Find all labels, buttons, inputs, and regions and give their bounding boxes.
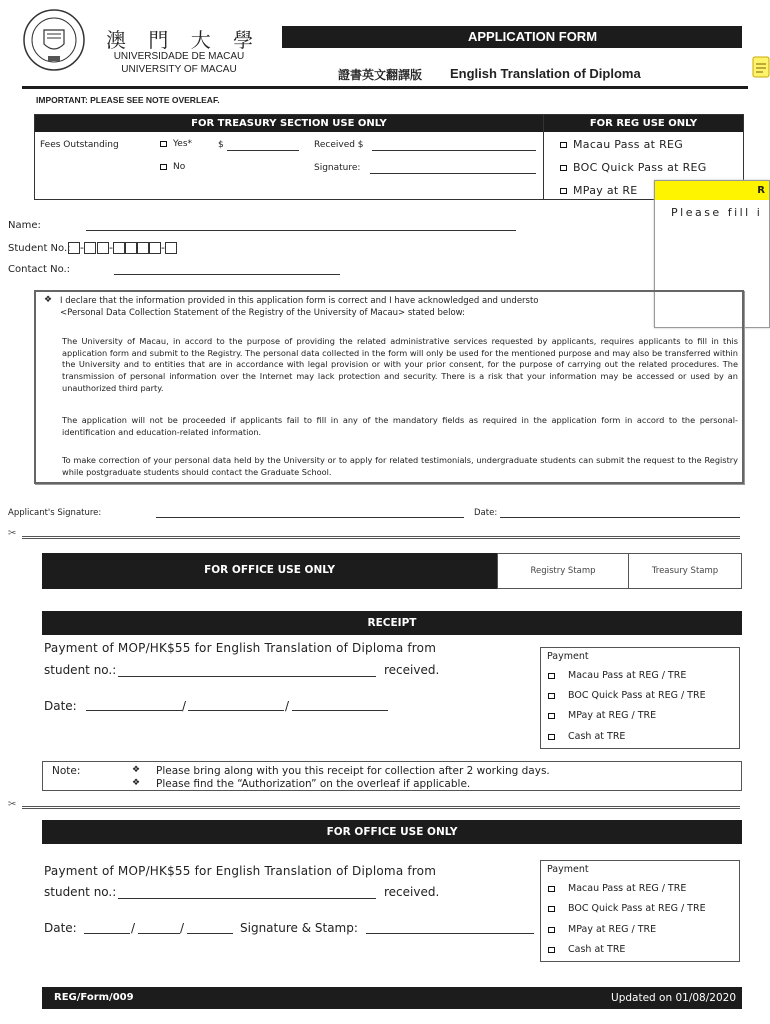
payment-option-label: MPay at REG / TRE <box>568 924 657 935</box>
no-label: No <box>173 162 186 172</box>
treasury-stamp-cell <box>629 553 741 589</box>
treasury-stamp-label: Treasury Stamp <box>651 566 719 576</box>
yes-label: Yes* <box>173 139 193 149</box>
reg-option-label: Macau Pass at REG <box>573 138 684 151</box>
office-date-field-month[interactable] <box>138 933 180 934</box>
scissors-icon: ✂ <box>8 528 17 539</box>
note-bullet-2: ❖ <box>132 778 141 788</box>
receipt-received-label: received. <box>384 663 440 677</box>
signature-date-label: Date: <box>474 508 498 518</box>
sticky-note-icon[interactable] <box>752 56 770 78</box>
declaration-para3: The application will not be proceeded if applicants fail to fill in any of the mandatory fields as required in the application form in accord to the personal-identification and education-related information. <box>62 415 738 437</box>
receipt-date-label: Date: <box>44 699 77 713</box>
receipt-student-no-field[interactable] <box>118 676 376 677</box>
registry-stamp-cell <box>497 553 629 589</box>
reg-option-checkbox[interactable] <box>560 188 567 194</box>
payment-option-label: MPay at REG / TRE <box>568 710 657 721</box>
receipt-payment-option[interactable] <box>548 731 625 742</box>
payment-option-label: BOC Quick Pass at REG / TRE <box>568 690 706 701</box>
reg-option-checkbox[interactable] <box>560 142 567 148</box>
payment-option-label: Macau Pass at REG / TRE <box>568 883 687 894</box>
declaration-para2: The University of Macau, in accord to the purpose of providing the related administrative services requested by applicants, requires applicants to fill in this application form and submit to the Registry. The personal data collected in the form will only be used for the mentioned purpose and may also be transferred within the University and to entities that are in accordance with legal provision or with your prior consent, for the purpose of carrying out the related procedures. The transmission of personal information over the Internet may lack protection and security. There is a risk that your information may be accessed or used by an unauthorized third party. <box>62 336 738 393</box>
declaration-bullet: ❖ <box>44 295 53 305</box>
reg-option-label: BOC Quick Pass at REG <box>573 161 707 174</box>
office-payment-option[interactable] <box>548 903 706 914</box>
comment-popup-header[interactable] <box>655 181 769 200</box>
reg-option-macau-pass[interactable] <box>560 138 683 151</box>
receipt-payment-option[interactable] <box>548 690 706 701</box>
date-separator: / <box>180 921 185 935</box>
form-title: APPLICATION FORM <box>468 29 598 44</box>
received-amount-field[interactable] <box>372 150 536 151</box>
note-line-2: Please find the “Authorization” on the overleaf if applicable. <box>156 778 471 790</box>
form-subtitle-cn: 證書英文翻譯版 <box>338 68 423 82</box>
fees-dollar-label: $ <box>218 140 224 150</box>
signature-stamp-label: Signature & Stamp: <box>240 921 358 935</box>
office-date-field-year[interactable] <box>187 933 233 934</box>
declaration-para4: To make correction of your personal data held by the University or to apply for related testimonials, undergraduate students can submit the request to the Registry while postgraduate students should contact the Graduate School. <box>62 455 738 477</box>
treasury-section-title <box>35 115 543 132</box>
receipt-date-field-month[interactable] <box>188 710 284 711</box>
cut-line <box>22 806 740 809</box>
date-separator: / <box>285 699 290 713</box>
comment-popup-text: Please fill i <box>671 206 763 219</box>
reg-option-checkbox[interactable] <box>560 165 567 171</box>
office-payment-line: Payment of MOP/HK$55 for English Translation of Diploma from <box>44 864 437 878</box>
office-use-title-1: FOR OFFICE USE ONLY <box>204 564 335 576</box>
contact-no-label: Contact No.: <box>8 264 71 275</box>
note-line-1: Please bring along with you this receipt for collection after 2 working days. <box>156 765 550 777</box>
treasury-section <box>34 114 544 200</box>
form-subtitle-en: English Translation of Diploma <box>450 66 641 81</box>
form-title-bar <box>282 26 742 48</box>
payment-checkbox[interactable] <box>548 693 555 699</box>
form-code: REG/Form/009 <box>54 992 134 1003</box>
applicant-signature-label: Applicant's Signature: <box>8 508 102 518</box>
cut-line <box>22 536 740 539</box>
payment-checkbox[interactable] <box>548 886 555 892</box>
updated-date: Updated on 01/08/2020 <box>611 992 736 1004</box>
payment-checkbox[interactable] <box>548 947 555 953</box>
note-label: Note: <box>52 765 81 777</box>
chinese-university-name: 澳 門 大 學 <box>106 28 262 52</box>
reg-use-title <box>544 115 743 132</box>
student-no-boxes[interactable]: - - - <box>68 241 177 254</box>
office-use-title-bar-1 <box>42 553 497 589</box>
office-payment-option[interactable] <box>548 883 686 894</box>
yes-checkbox[interactable] <box>160 141 167 147</box>
receipt-payment-option[interactable] <box>548 710 656 721</box>
office-payment-option[interactable] <box>548 924 656 935</box>
name-field[interactable] <box>86 230 516 231</box>
receipt-date-field-year[interactable] <box>292 710 388 711</box>
payment-option-label: Cash at TRE <box>568 731 626 742</box>
contact-no-field[interactable] <box>114 274 340 275</box>
receipt-date-field-day[interactable] <box>86 710 182 711</box>
treasury-signature-label: Signature: <box>314 163 361 173</box>
declaration-para1b: <Personal Data Collection Statement of the Registry of the University of Macau> stated below: <box>60 308 465 318</box>
signature-date-field[interactable] <box>500 517 740 518</box>
treasury-title-text: FOR TREASURY SECTION USE ONLY <box>191 118 387 129</box>
reg-use-title-text: FOR REG USE ONLY <box>589 118 698 129</box>
office-date-field-day[interactable] <box>84 933 130 934</box>
treasury-signature-field[interactable] <box>370 173 536 174</box>
payment-option-label: BOC Quick Pass at REG / TRE <box>568 903 706 914</box>
office-payment-option[interactable] <box>548 944 625 955</box>
receipt-payment-option[interactable] <box>548 670 686 681</box>
office-use-title-bar-2 <box>42 820 742 844</box>
reg-option-label: MPay at RE <box>573 184 638 197</box>
office-student-no-label: student no.: <box>44 885 117 899</box>
no-checkbox[interactable] <box>160 164 167 170</box>
english-university-name: UNIVERSITY OF MACAU <box>121 64 237 75</box>
received-label: Received $ <box>314 140 364 150</box>
scissors-icon: ✂ <box>8 799 17 810</box>
applicant-signature-field[interactable] <box>156 517 464 518</box>
office-date-label: Date: <box>44 921 77 935</box>
declaration-para1: I declare that the information provided in this application form is correct and I have acknowledged and understo <box>60 296 539 306</box>
portuguese-university-name: UNIVERSIDADE DE MACAU <box>113 51 245 62</box>
receipt-payment-line: Payment of MOP/HK$55 for English Translation of Diploma from <box>44 641 437 655</box>
header-divider <box>22 86 748 89</box>
important-note: IMPORTANT: PLEASE SEE NOTE OVERLEAF. <box>36 95 220 105</box>
fees-yes-option[interactable] <box>160 139 192 149</box>
registry-stamp-label: Registry Stamp <box>530 566 596 576</box>
signature-stamp-field[interactable] <box>366 933 534 934</box>
name-label: Name: <box>8 220 41 231</box>
student-no-label: Student No.: <box>8 243 71 254</box>
reg-option-boc-quick-pass[interactable] <box>560 161 707 174</box>
payment-option-label: Cash at TRE <box>568 944 626 955</box>
payment-checkbox[interactable] <box>548 734 555 740</box>
fees-no-option[interactable] <box>160 162 185 172</box>
date-separator: / <box>182 699 187 713</box>
office-use-title-2: FOR OFFICE USE ONLY <box>326 826 458 838</box>
office-student-no-field[interactable] <box>118 898 376 899</box>
receipt-title: RECEIPT <box>367 617 417 629</box>
fees-amount-field[interactable] <box>227 150 299 151</box>
office-payment-label: Payment <box>547 864 589 875</box>
university-logo <box>22 8 86 72</box>
receipt-title-bar <box>42 611 742 635</box>
footer-bar <box>42 987 742 1009</box>
date-separator: / <box>131 921 136 935</box>
office-received-label: received. <box>384 885 440 899</box>
payment-checkbox[interactable] <box>548 673 555 679</box>
payment-checkbox[interactable] <box>548 927 555 933</box>
payment-option-label: Macau Pass at REG / TRE <box>568 670 687 681</box>
receipt-student-no-label: student no.: <box>44 663 117 677</box>
receipt-payment-label: Payment <box>547 651 589 662</box>
note-bullet-1: ❖ <box>132 765 141 775</box>
comment-popup-header-text: R <box>757 185 765 196</box>
fees-outstanding-label: Fees Outstanding <box>40 140 119 150</box>
payment-checkbox[interactable] <box>548 906 555 912</box>
payment-checkbox[interactable] <box>548 713 555 719</box>
reg-option-mpay[interactable] <box>560 184 638 197</box>
